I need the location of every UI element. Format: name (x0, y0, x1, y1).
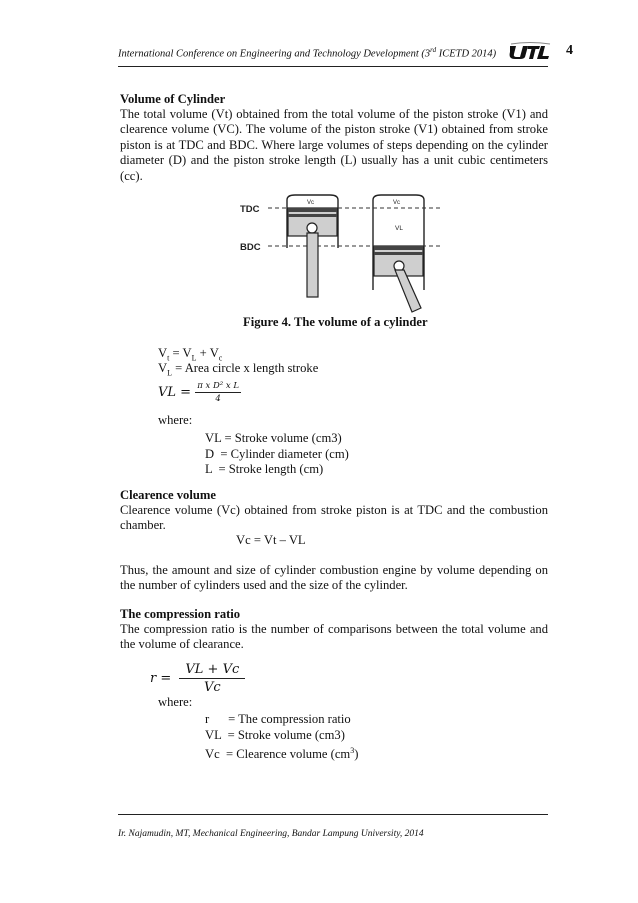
section-title-clearence: Clearence volume (120, 488, 216, 502)
def-r: r = The compression ratio (205, 712, 351, 726)
def-d: D = Cylinder diameter (cm) (205, 446, 349, 461)
section-title-compression: The compression ratio (120, 607, 241, 621)
def-vl-2: VL = Stroke volume (cm3) (205, 727, 345, 742)
logo-icon (508, 42, 552, 60)
label-tdc: TDC (240, 204, 260, 215)
def-vl: VL = Stroke volume (cm3) (205, 431, 342, 445)
eq-vt: $V_t = V_L + V_c$ (158, 346, 223, 363)
label-vc-left: Vc (307, 200, 315, 206)
section-para-thus: Thus, the amount and size of cylinder combustion engine by volume depending on the number of cylinders used and the size of the cylinder. (120, 563, 548, 593)
section-title-volume: Volume of Cylinder (120, 92, 226, 106)
definitions-2 (205, 712, 358, 763)
eq-compression-formula: r = $\frac{VL + Vc}{Vc}$ (150, 662, 245, 695)
header-rule (118, 66, 548, 67)
header-conference: International Conference on Engineering and Technology Development (3 (118, 48, 431, 60)
label-bdc: BDC (240, 242, 261, 253)
eq-vc: Vc = Vt – VL (236, 533, 306, 547)
footer-rule (118, 814, 548, 815)
label-vl: VL (395, 225, 403, 232)
section-text-clearence: Clearence volume (Vc) obtained from stroke piston is at TDC and the combustion chamber. (120, 503, 548, 533)
cylinder-figure (240, 190, 440, 315)
label-vc-right: Vc (393, 200, 401, 206)
page-number: 4 (566, 43, 573, 58)
where-label-1: where: (158, 413, 193, 427)
def-vc: Vc = Clearence volume $(cm^3)$ (205, 746, 359, 762)
figure-caption: Figure 4. The volume of a cylinder (243, 315, 428, 329)
section-text-compression: The compression ratio is the number of comparisons between the total volume and the volume of clearance. (120, 622, 548, 652)
running-footer: Ir. Najamudin, MT, Mechanical Engineering, Bandar Lampung University, 2014 (118, 829, 424, 839)
eq-vl-text: $V_L$ = Area circle x length stroke (158, 361, 319, 378)
definitions-1 (205, 431, 349, 478)
def-l: L = Stroke length (cm) (205, 462, 324, 476)
eq-vl-formula: VL = $\frac{\text{π x D² x L}}{4}$ (158, 381, 240, 404)
header-conference-sup: rd (430, 46, 437, 54)
where-label-2: where: (158, 695, 193, 709)
section-text-volume: The total volume (Vt) obtained from the total volume of the piston stroke (V1) and clearence volume (VC). The volume of the piston stroke (V1) obtained from stroke piston is at TDC and BDC. Where large volumes of steps depending on the cylinder diameter (D) and the piston stroke length (L) usually has a unit cubic centimeters (cc). (120, 107, 548, 183)
conference-logo (508, 42, 552, 63)
header-conference-end: ICETD 2014) (436, 48, 497, 60)
